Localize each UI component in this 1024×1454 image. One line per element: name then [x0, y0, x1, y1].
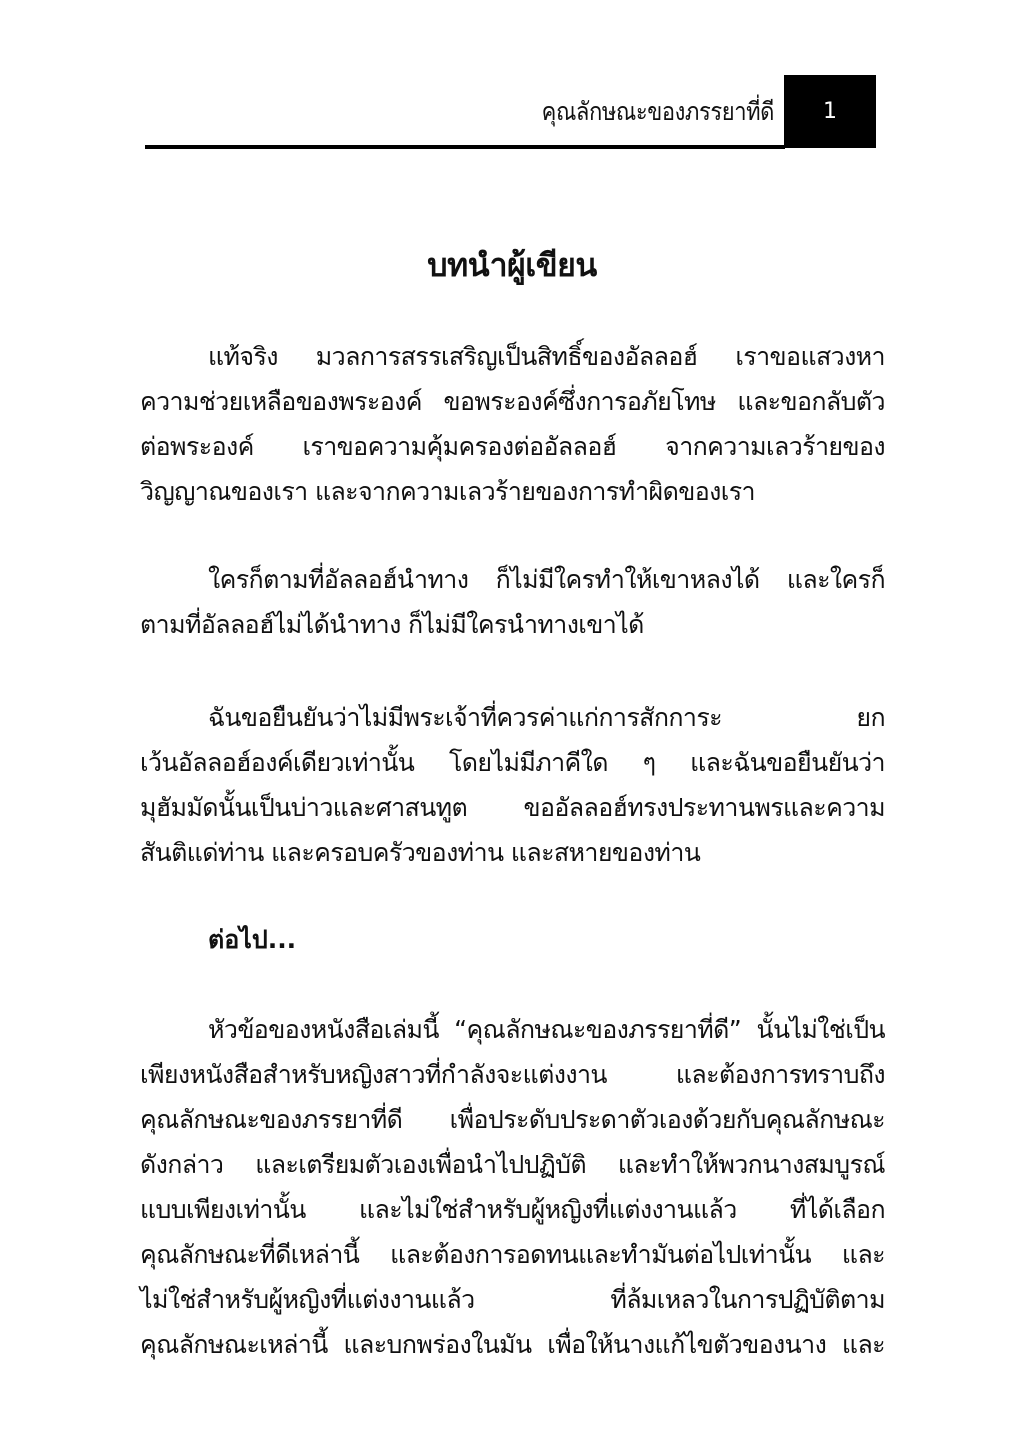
- text-line: ความช่วยเหลือของพระองค์ ขอพระองค์ซึ่งการอภัยโทษ และขอกลับตัว: [140, 387, 885, 416]
- text-line: ฉันขอยืนยันว่าไม่มีพระเจ้าที่ควรค่าแก่การสักการะ ยก: [208, 703, 885, 732]
- text-line: วิญญาณของเรา และจากความเลวร้ายของการทำผิดของเรา: [140, 477, 755, 506]
- text-line: ไม่ใช่สำหรับผู้หญิงที่แต่งงานแล้ว ที่ล้มเหลวในการปฏิบัติตาม: [140, 1285, 885, 1314]
- page-header: [145, 75, 876, 149]
- text-line: คุณลักษณะที่ดีเหล่านี้ และต้องการอดทนและทำมันต่อไปเท่านั้น และ: [140, 1240, 885, 1269]
- text-line: สันติแด่ท่าน และครอบครัวของท่าน และสหายของท่าน: [140, 838, 701, 867]
- text-line: ตามที่อัลลอฮ์ไม่ได้นำทาง ก็ไม่มีใครนำทางเขาได้: [140, 610, 644, 639]
- chapter-title: บทนำผู้เขียน: [427, 246, 597, 284]
- text-line: เว้นอัลลอฮ์องค์เดียวเท่านั้น โดยไม่มีภาคีใด ๆ และฉันขอยืนยันว่า: [140, 748, 885, 777]
- paragraph-2: [140, 557, 885, 647]
- subheading-block: [140, 917, 885, 962]
- subheading: ต่อไป...: [208, 925, 297, 954]
- page-number: 1: [823, 99, 837, 124]
- text-line: ดังกล่าว และเตรียมตัวเองเพื่อนำไปปฏิบัติ และทำให้พวกนางสมบูรณ์: [140, 1150, 885, 1179]
- page-number-box: [784, 75, 876, 148]
- header-rule: [145, 145, 785, 149]
- running-title: คุณลักษณะของภรรยาที่ดี: [541, 97, 774, 126]
- text-line: ใครก็ตามที่อัลลอฮ์นำทาง ก็ไม่มีใครทำให้เขาหลงได้ และใครก็: [208, 565, 885, 594]
- text-line: หัวข้อของหนังสือเล่มนี้ “คุณลักษณะของภรรยาที่ดี” นั้นไม่ใช่เป็น: [208, 1015, 885, 1044]
- text-line: แท้จริง มวลการสรรเสริญเป็นสิทธิ์ของอัลลอฮ์ เราขอแสวงหา: [208, 342, 885, 371]
- text-line: เพียงหนังสือสำหรับหญิงสาวที่กำลังจะแต่งงาน และต้องการทราบถึง: [140, 1060, 885, 1089]
- paragraph-4: [140, 1007, 885, 1367]
- paragraph-3: [140, 695, 885, 875]
- text-line: คุณลักษณะเหล่านี้ และบกพร่องในมัน เพื่อให้นางแก้ไขตัวของนาง และ: [140, 1330, 885, 1359]
- text-line: ต่อพระองค์ เราขอความคุ้มครองต่ออัลลอฮ์ จากความเลวร้ายของ: [140, 432, 885, 461]
- text-line: มุฮัมมัดนั้นเป็นบ่าวและศาสนทูต ขออัลลอฮ์ทรงประทานพรและความ: [140, 793, 885, 822]
- paragraph-1: [140, 334, 885, 514]
- text-line: แบบเพียงเท่านั้น และไม่ใช่สำหรับผู้หญิงที่แต่งงานแล้ว ที่ได้เลือก: [140, 1195, 885, 1224]
- text-line: คุณลักษณะของภรรยาที่ดี เพื่อประดับประดาตัวเองด้วยกับคุณลักษณะ: [140, 1105, 885, 1134]
